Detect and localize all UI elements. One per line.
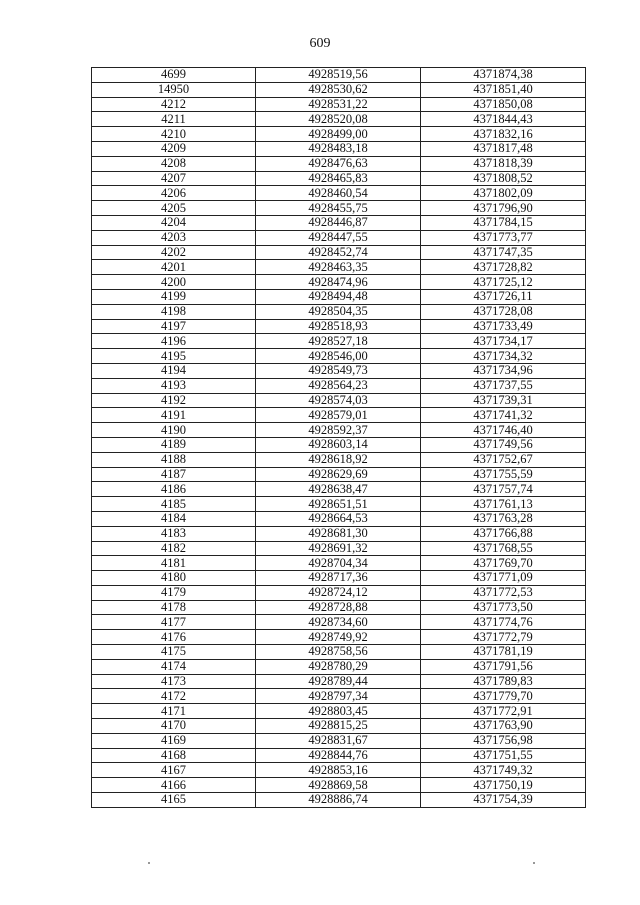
table-body [92, 68, 586, 808]
table-row [92, 304, 586, 319]
table-row [92, 689, 586, 704]
point-number-cell: 4165 [92, 793, 256, 808]
point-number-cell: 4204 [92, 215, 256, 230]
y-coordinate-cell: 4371755,59 [421, 467, 586, 482]
y-coordinate-cell: 4371734,17 [421, 334, 586, 349]
table-row [92, 556, 586, 571]
point-number-cell: 4194 [92, 363, 256, 378]
point-number-cell: 4172 [92, 689, 256, 704]
table-row [92, 171, 586, 186]
y-coordinate-cell: 4371771,09 [421, 571, 586, 586]
y-coordinate-cell: 4371734,96 [421, 363, 586, 378]
x-coordinate-cell: 4928724,12 [256, 585, 421, 600]
table-row [92, 127, 586, 142]
table-row [92, 600, 586, 615]
point-number-cell: 4179 [92, 585, 256, 600]
table-row [92, 186, 586, 201]
table-row [92, 289, 586, 304]
point-number-cell: 4197 [92, 319, 256, 334]
point-number-cell: 4171 [92, 704, 256, 719]
point-number-cell: 4168 [92, 748, 256, 763]
point-number-cell: 4178 [92, 600, 256, 615]
y-coordinate-cell: 4371850,08 [421, 97, 586, 112]
y-coordinate-cell: 4371734,32 [421, 349, 586, 364]
y-coordinate-cell: 4371851,40 [421, 82, 586, 97]
x-coordinate-cell: 4928499,00 [256, 127, 421, 142]
point-number-cell: 4184 [92, 511, 256, 526]
x-coordinate-cell: 4928797,34 [256, 689, 421, 704]
point-number-cell: 4202 [92, 245, 256, 260]
x-coordinate-cell: 4928452,74 [256, 245, 421, 260]
table-row [92, 201, 586, 216]
y-coordinate-cell: 4371751,55 [421, 748, 586, 763]
point-number-cell: 4192 [92, 393, 256, 408]
x-coordinate-cell: 4928574,03 [256, 393, 421, 408]
x-coordinate-cell: 4928618,92 [256, 452, 421, 467]
y-coordinate-cell: 4371784,15 [421, 215, 586, 230]
y-coordinate-cell: 4371749,32 [421, 763, 586, 778]
point-number-cell: 4174 [92, 659, 256, 674]
point-number-cell: 4187 [92, 467, 256, 482]
table-row [92, 452, 586, 467]
point-number-cell: 4169 [92, 733, 256, 748]
point-number-cell: 4170 [92, 719, 256, 734]
point-number-cell: 4188 [92, 452, 256, 467]
table-row [92, 541, 586, 556]
y-coordinate-cell: 4371728,82 [421, 260, 586, 275]
x-coordinate-cell: 4928664,53 [256, 511, 421, 526]
table-row [92, 793, 586, 808]
x-coordinate-cell: 4928474,96 [256, 275, 421, 290]
y-coordinate-cell: 4371772,53 [421, 585, 586, 600]
x-coordinate-cell: 4928886,74 [256, 793, 421, 808]
table-row [92, 97, 586, 112]
table-row [92, 719, 586, 734]
point-number-cell: 4176 [92, 630, 256, 645]
x-coordinate-cell: 4928803,45 [256, 704, 421, 719]
y-coordinate-cell: 4371768,55 [421, 541, 586, 556]
table-row [92, 763, 586, 778]
x-coordinate-cell: 4928460,54 [256, 186, 421, 201]
x-coordinate-cell: 4928504,35 [256, 304, 421, 319]
y-coordinate-cell: 4371763,90 [421, 719, 586, 734]
table-row [92, 733, 586, 748]
x-coordinate-cell: 4928476,63 [256, 156, 421, 171]
table-row [92, 437, 586, 452]
y-coordinate-cell: 4371781,19 [421, 645, 586, 660]
table-row [92, 467, 586, 482]
point-number-cell: 4195 [92, 349, 256, 364]
x-coordinate-cell: 4928651,51 [256, 497, 421, 512]
scan-mark [533, 862, 535, 864]
point-number-cell: 4209 [92, 141, 256, 156]
y-coordinate-cell: 4371779,70 [421, 689, 586, 704]
point-number-cell: 4183 [92, 526, 256, 541]
x-coordinate-cell: 4928463,35 [256, 260, 421, 275]
x-coordinate-cell: 4928446,87 [256, 215, 421, 230]
y-coordinate-cell: 4371844,43 [421, 112, 586, 127]
point-number-cell: 4185 [92, 497, 256, 512]
table-row [92, 511, 586, 526]
x-coordinate-cell: 4928527,18 [256, 334, 421, 349]
y-coordinate-cell: 4371774,76 [421, 615, 586, 630]
point-number-cell: 4208 [92, 156, 256, 171]
point-number-cell: 4175 [92, 645, 256, 660]
x-coordinate-cell: 4928520,08 [256, 112, 421, 127]
x-coordinate-cell: 4928519,56 [256, 68, 421, 83]
x-coordinate-cell: 4928780,29 [256, 659, 421, 674]
table-row [92, 585, 586, 600]
table-row [92, 230, 586, 245]
x-coordinate-cell: 4928579,01 [256, 408, 421, 423]
table-row [92, 378, 586, 393]
y-coordinate-cell: 4371789,83 [421, 674, 586, 689]
table-row [92, 571, 586, 586]
x-coordinate-cell: 4928831,67 [256, 733, 421, 748]
y-coordinate-cell: 4371773,50 [421, 600, 586, 615]
y-coordinate-cell: 4371739,31 [421, 393, 586, 408]
y-coordinate-cell: 4371802,09 [421, 186, 586, 201]
y-coordinate-cell: 4371766,88 [421, 526, 586, 541]
table-row [92, 245, 586, 260]
table-row [92, 215, 586, 230]
x-coordinate-cell: 4928629,69 [256, 467, 421, 482]
y-coordinate-cell: 4371726,11 [421, 289, 586, 304]
table-row [92, 363, 586, 378]
table-row [92, 408, 586, 423]
y-coordinate-cell: 4371757,74 [421, 482, 586, 497]
point-number-cell: 4196 [92, 334, 256, 349]
table-row [92, 319, 586, 334]
point-number-cell: 4207 [92, 171, 256, 186]
coordinates-table [91, 67, 586, 808]
table-row [92, 393, 586, 408]
table-row [92, 349, 586, 364]
y-coordinate-cell: 4371749,56 [421, 437, 586, 452]
point-number-cell: 4212 [92, 97, 256, 112]
y-coordinate-cell: 4371746,40 [421, 423, 586, 438]
table-row [92, 645, 586, 660]
x-coordinate-cell: 4928758,56 [256, 645, 421, 660]
point-number-cell: 4181 [92, 556, 256, 571]
y-coordinate-cell: 4371728,08 [421, 304, 586, 319]
point-number-cell: 4191 [92, 408, 256, 423]
point-number-cell: 4193 [92, 378, 256, 393]
point-number-cell: 4211 [92, 112, 256, 127]
table-row [92, 659, 586, 674]
x-coordinate-cell: 4928681,30 [256, 526, 421, 541]
y-coordinate-cell: 4371737,55 [421, 378, 586, 393]
point-number-cell: 4173 [92, 674, 256, 689]
point-number-cell: 4182 [92, 541, 256, 556]
scan-mark [148, 862, 150, 864]
x-coordinate-cell: 4928447,55 [256, 230, 421, 245]
table-row [92, 526, 586, 541]
point-number-cell: 4189 [92, 437, 256, 452]
x-coordinate-cell: 4928564,23 [256, 378, 421, 393]
y-coordinate-cell: 4371832,16 [421, 127, 586, 142]
table-row [92, 630, 586, 645]
y-coordinate-cell: 4371761,13 [421, 497, 586, 512]
x-coordinate-cell: 4928483,18 [256, 141, 421, 156]
point-number-cell: 4210 [92, 127, 256, 142]
y-coordinate-cell: 4371808,52 [421, 171, 586, 186]
y-coordinate-cell: 4371817,48 [421, 141, 586, 156]
table-row [92, 748, 586, 763]
table-row [92, 674, 586, 689]
table-row [92, 156, 586, 171]
table-row [92, 68, 586, 83]
point-number-cell: 4198 [92, 304, 256, 319]
x-coordinate-cell: 4928531,22 [256, 97, 421, 112]
y-coordinate-cell: 4371818,39 [421, 156, 586, 171]
point-number-cell: 4180 [92, 571, 256, 586]
table-row [92, 615, 586, 630]
x-coordinate-cell: 4928455,75 [256, 201, 421, 216]
point-number-cell: 4699 [92, 68, 256, 83]
x-coordinate-cell: 4928717,36 [256, 571, 421, 586]
x-coordinate-cell: 4928494,48 [256, 289, 421, 304]
page-number: 609 [309, 36, 331, 51]
point-number-cell: 4201 [92, 260, 256, 275]
y-coordinate-cell: 4371752,67 [421, 452, 586, 467]
x-coordinate-cell: 4928789,44 [256, 674, 421, 689]
point-number-cell: 4205 [92, 201, 256, 216]
point-number-cell: 4206 [92, 186, 256, 201]
x-coordinate-cell: 4928518,93 [256, 319, 421, 334]
x-coordinate-cell: 4928734,60 [256, 615, 421, 630]
y-coordinate-cell: 4371796,90 [421, 201, 586, 216]
x-coordinate-cell: 4928844,76 [256, 748, 421, 763]
x-coordinate-cell: 4928603,14 [256, 437, 421, 452]
x-coordinate-cell: 4928546,00 [256, 349, 421, 364]
table-row [92, 260, 586, 275]
y-coordinate-cell: 4371754,39 [421, 793, 586, 808]
x-coordinate-cell: 4928465,83 [256, 171, 421, 186]
table-row [92, 82, 586, 97]
y-coordinate-cell: 4371763,28 [421, 511, 586, 526]
y-coordinate-cell: 4371769,70 [421, 556, 586, 571]
x-coordinate-cell: 4928638,47 [256, 482, 421, 497]
point-number-cell: 4177 [92, 615, 256, 630]
y-coordinate-cell: 4371773,77 [421, 230, 586, 245]
x-coordinate-cell: 4928691,32 [256, 541, 421, 556]
x-coordinate-cell: 4928592,37 [256, 423, 421, 438]
table-row [92, 482, 586, 497]
x-coordinate-cell: 4928704,34 [256, 556, 421, 571]
point-number-cell: 14950 [92, 82, 256, 97]
y-coordinate-cell: 4371733,49 [421, 319, 586, 334]
x-coordinate-cell: 4928728,88 [256, 600, 421, 615]
point-number-cell: 4203 [92, 230, 256, 245]
table-row [92, 497, 586, 512]
point-number-cell: 4200 [92, 275, 256, 290]
table-row [92, 141, 586, 156]
point-number-cell: 4190 [92, 423, 256, 438]
table-row [92, 112, 586, 127]
table-row [92, 275, 586, 290]
x-coordinate-cell: 4928869,58 [256, 778, 421, 793]
point-number-cell: 4166 [92, 778, 256, 793]
x-coordinate-cell: 4928853,16 [256, 763, 421, 778]
x-coordinate-cell: 4928530,62 [256, 82, 421, 97]
y-coordinate-cell: 4371741,32 [421, 408, 586, 423]
y-coordinate-cell: 4371772,91 [421, 704, 586, 719]
point-number-cell: 4167 [92, 763, 256, 778]
y-coordinate-cell: 4371725,12 [421, 275, 586, 290]
x-coordinate-cell: 4928749,92 [256, 630, 421, 645]
table-row [92, 778, 586, 793]
table-row [92, 334, 586, 349]
x-coordinate-cell: 4928549,73 [256, 363, 421, 378]
table-row [92, 704, 586, 719]
y-coordinate-cell: 4371750,19 [421, 778, 586, 793]
x-coordinate-cell: 4928815,25 [256, 719, 421, 734]
y-coordinate-cell: 4371747,35 [421, 245, 586, 260]
y-coordinate-cell: 4371791,56 [421, 659, 586, 674]
y-coordinate-cell: 4371772,79 [421, 630, 586, 645]
point-number-cell: 4186 [92, 482, 256, 497]
point-number-cell: 4199 [92, 289, 256, 304]
y-coordinate-cell: 4371874,38 [421, 68, 586, 83]
table-row [92, 423, 586, 438]
y-coordinate-cell: 4371756,98 [421, 733, 586, 748]
